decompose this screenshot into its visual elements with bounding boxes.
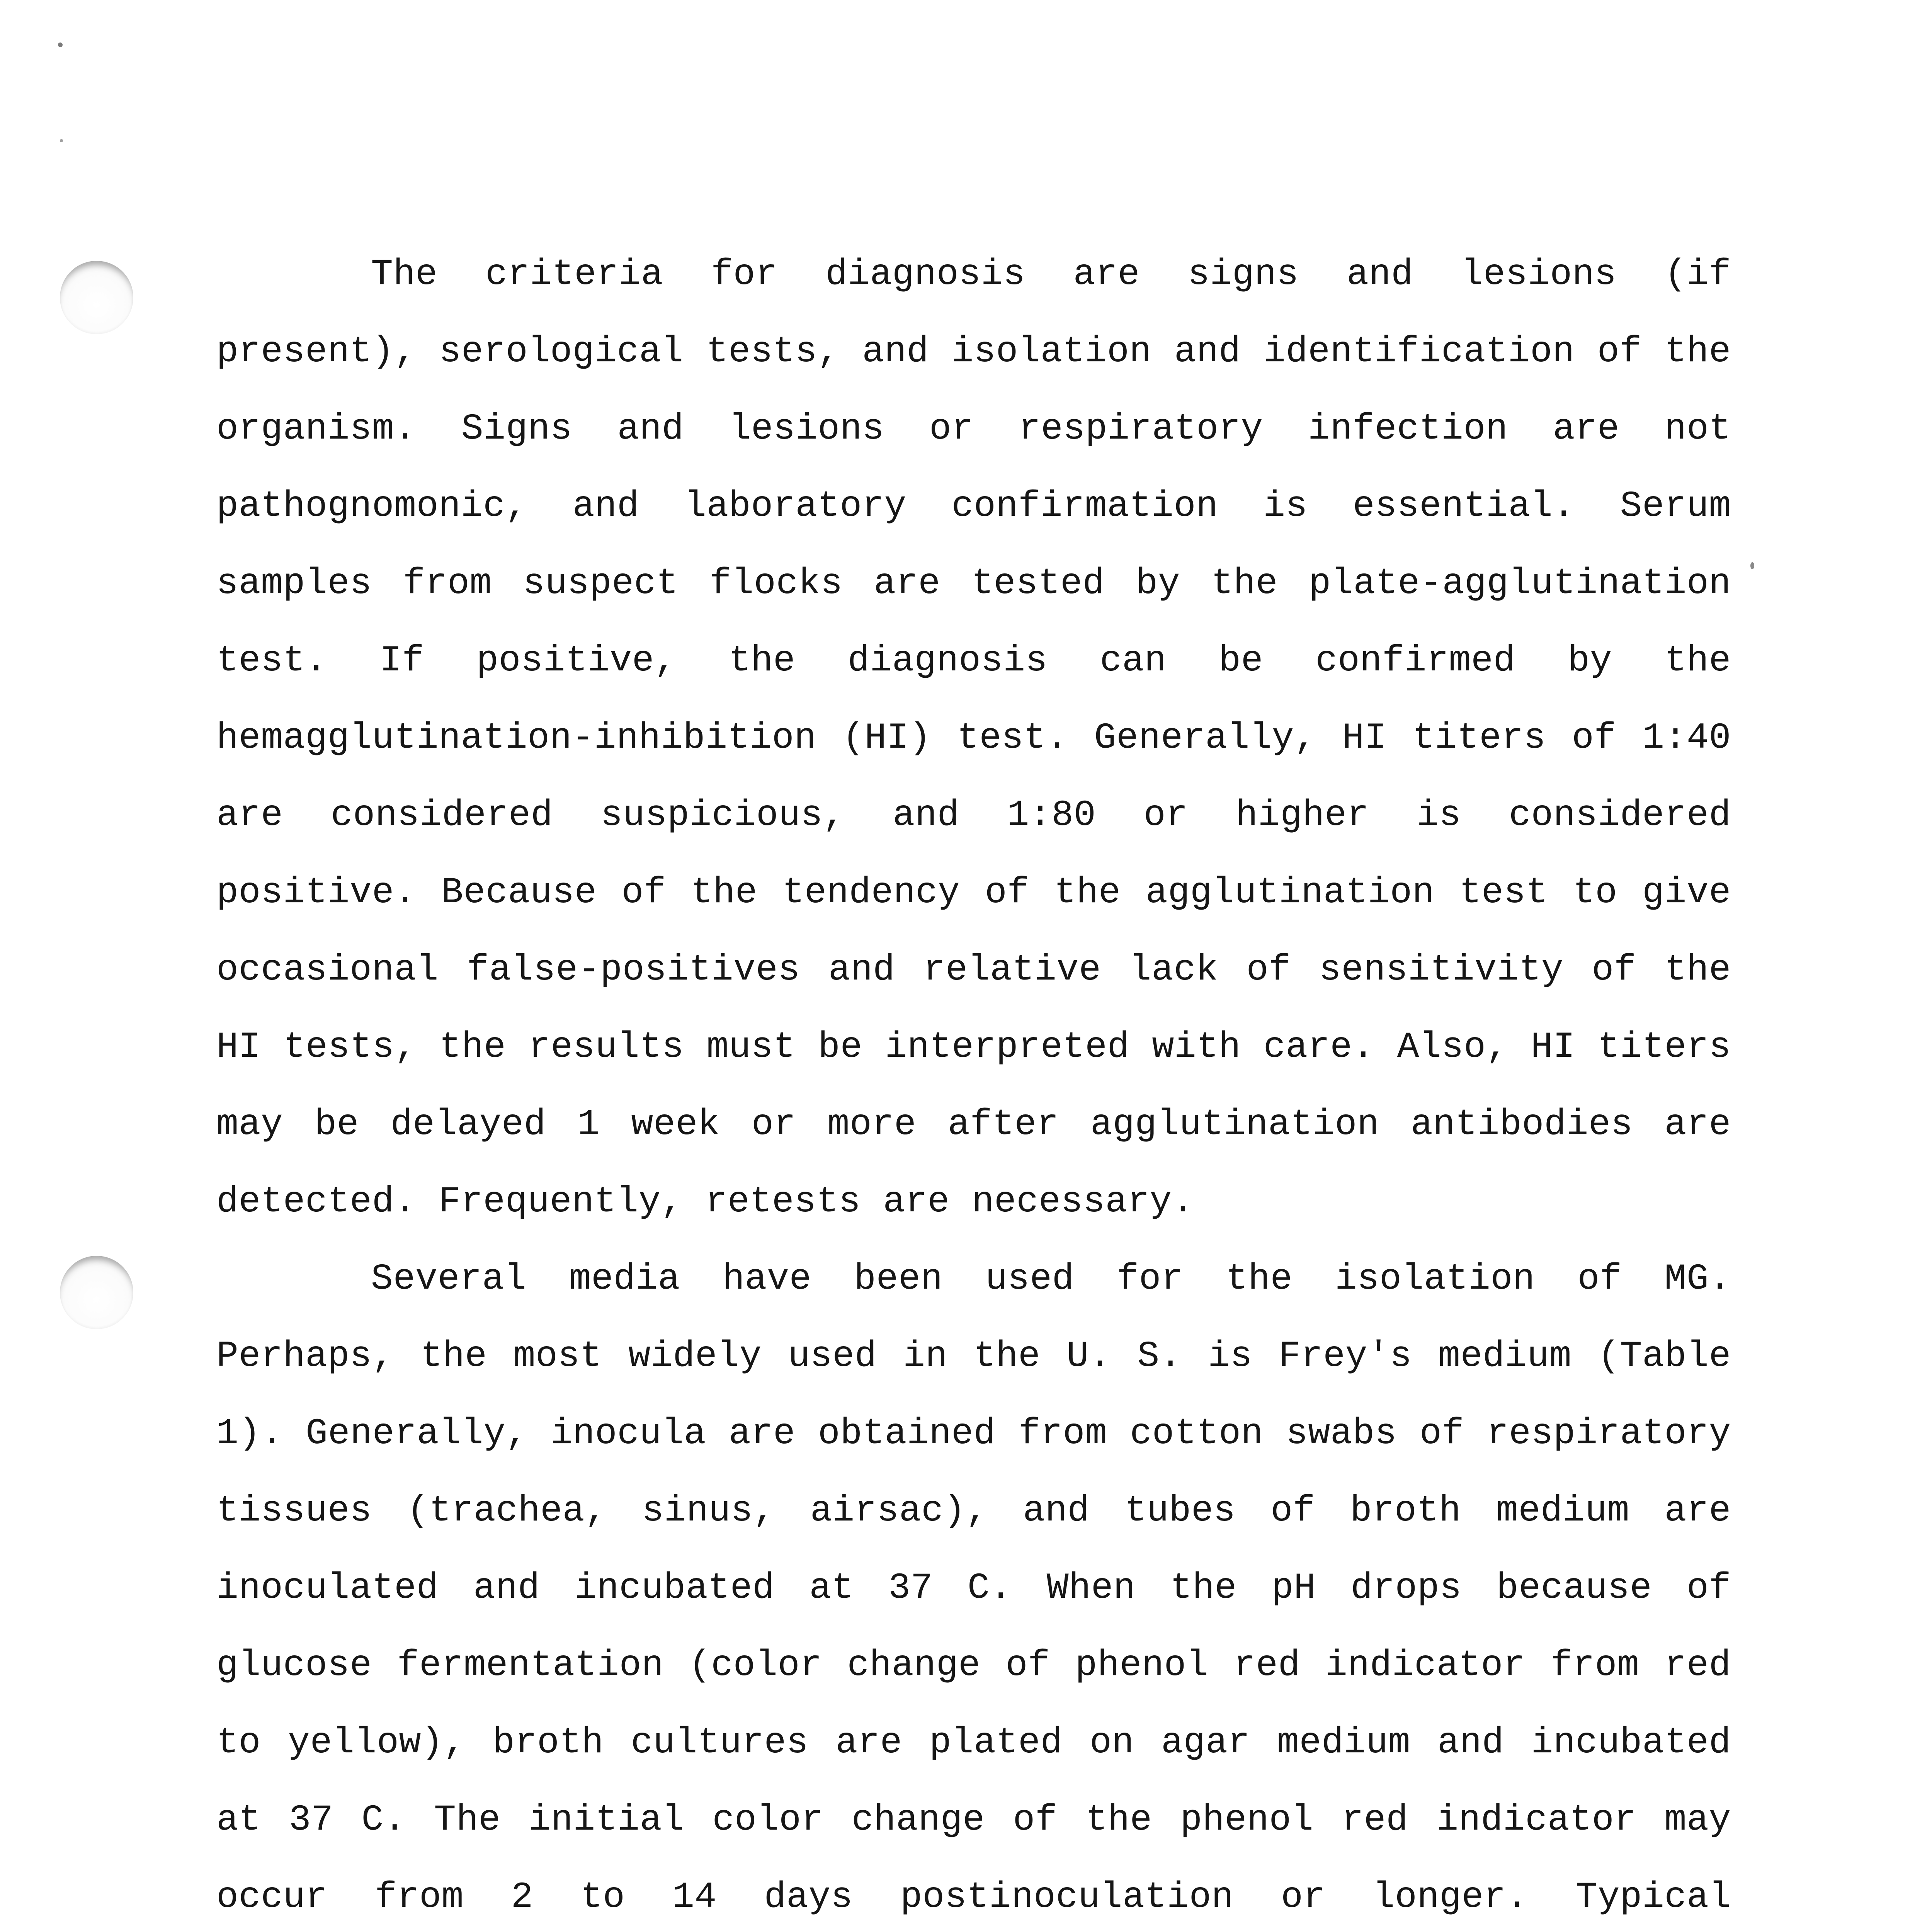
paragraph-diagnosis-criteria: The criteria for diagnosis are signs and lesions (if present), serological tests, and isolation and identification of the organism. Signs and lesions or respiratory infection are not pathognomonic, and laboratory confirmation is essential. Serum samples from suspect flocks are tested by the plate-agglutination test. If positive, the diagnosis can be confirmed by the hemagglutination-inhibition (HI) test. Generally, HI titers of 1:40 are considered suspicious, and 1:80 or higher is considered positive. Because of the tendency of the agglutination test to give occasional false-positives and relative lack of sensitivity of the HI tests, the results must be interpreted with care. Also, HI titers may be delayed 1 week or more after agglutination antibodies are detected. Frequently, retests are necessary.	[216, 253, 1731, 1223]
scan-speck	[1750, 562, 1754, 569]
paragraph-isolation-media: Several media have been used for the isolation of MG. Perhaps, the most widely used in the U. S. is Frey's medium (Table 1). Generally, inocula are obtained from cotton swabs of respiratory tissues (trachea, sinus, airsac), and tubes of broth medium are inoculated and incubated at 37 C. When the pH drops because of glucose fermentation (color change of phenol red indicator from red to yellow), broth cultures are plated on agar medium and incubated at 37 C. The initial color change of the phenol red indicator may occur from 2 to 14 days postinoculation or longer. Typical	[216, 1258, 1731, 1918]
punch-hole-middle	[60, 1256, 133, 1329]
scan-speck	[60, 139, 63, 142]
body-text	[216, 236, 1731, 1932]
punch-hole-top	[60, 261, 133, 334]
scan-speck	[58, 43, 63, 47]
